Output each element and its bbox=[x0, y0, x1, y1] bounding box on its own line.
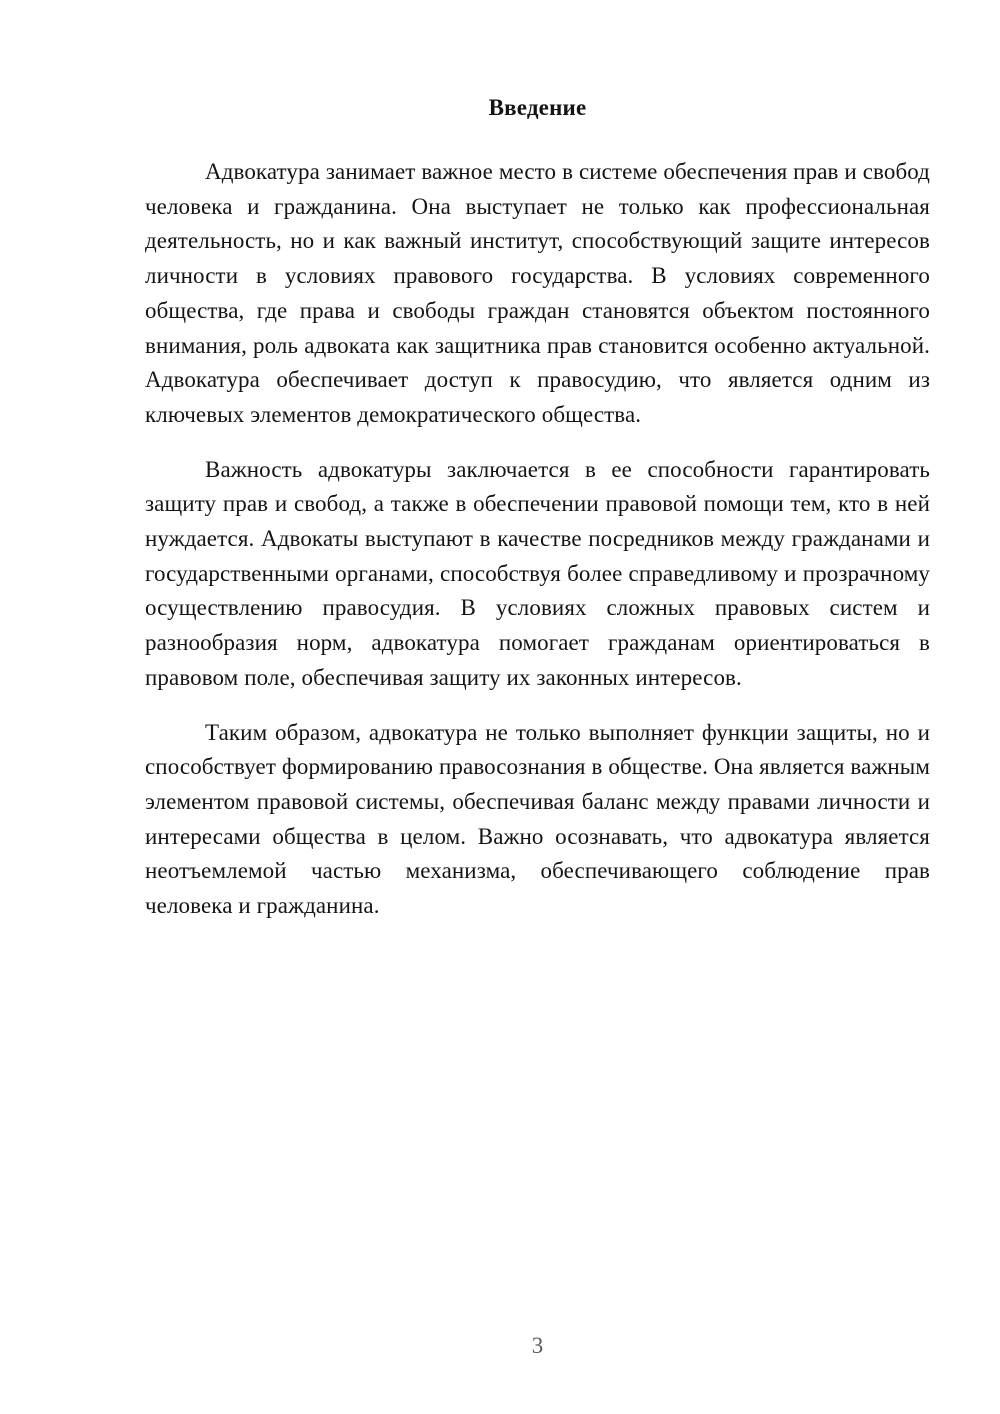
text-column bbox=[145, 90, 930, 944]
paragraph-3: Таким образом, адвокатура не только выполняет функции защиты, но и способствует формированию правосознания в обществе. Она является важным элементом правовой системы, обеспечивая баланс между правами личности и интересами общества в целом. Важно осознавать, что адвокатура является неотъемлемой частью механизма, обеспечивающего соблюдение прав человека и гражданина. bbox=[145, 719, 930, 919]
paragraph-2: Важность адвокатуры заключается в ее способности гарантировать защиту прав и свобод, а также в обеспечении правовой помощи тем, кто в ней нуждается. Адвокаты выступают в качестве посредников между гражданами и государственными органами, способствуя более справедливому и прозрачному осуществлению правосудия. В условиях сложных правовых систем и разнообразия норм, адвокатура помогает гражданам ориентироваться в правовом поле, обеспечивая защиту их законных интересов. bbox=[145, 456, 930, 690]
page-number: 3 bbox=[531, 1333, 544, 1358]
paragraph-1: Адвокатура занимает важное место в системе обеспечения прав и свобод человека и гражданина. Она выступает не только как профессиональная деятельность, но и как важный институт, способствующий защите интересов личности в условиях правового государства. В условиях современного общества, где права и свободы граждан становятся объектом постоянного внимания, роль адвоката как защитника прав становится особенно актуальной. Адвокатура обеспечивает доступ к правосудию, что является одним из ключевых элементов демократического общества. bbox=[145, 159, 930, 427]
section-title: Введение bbox=[488, 95, 587, 120]
